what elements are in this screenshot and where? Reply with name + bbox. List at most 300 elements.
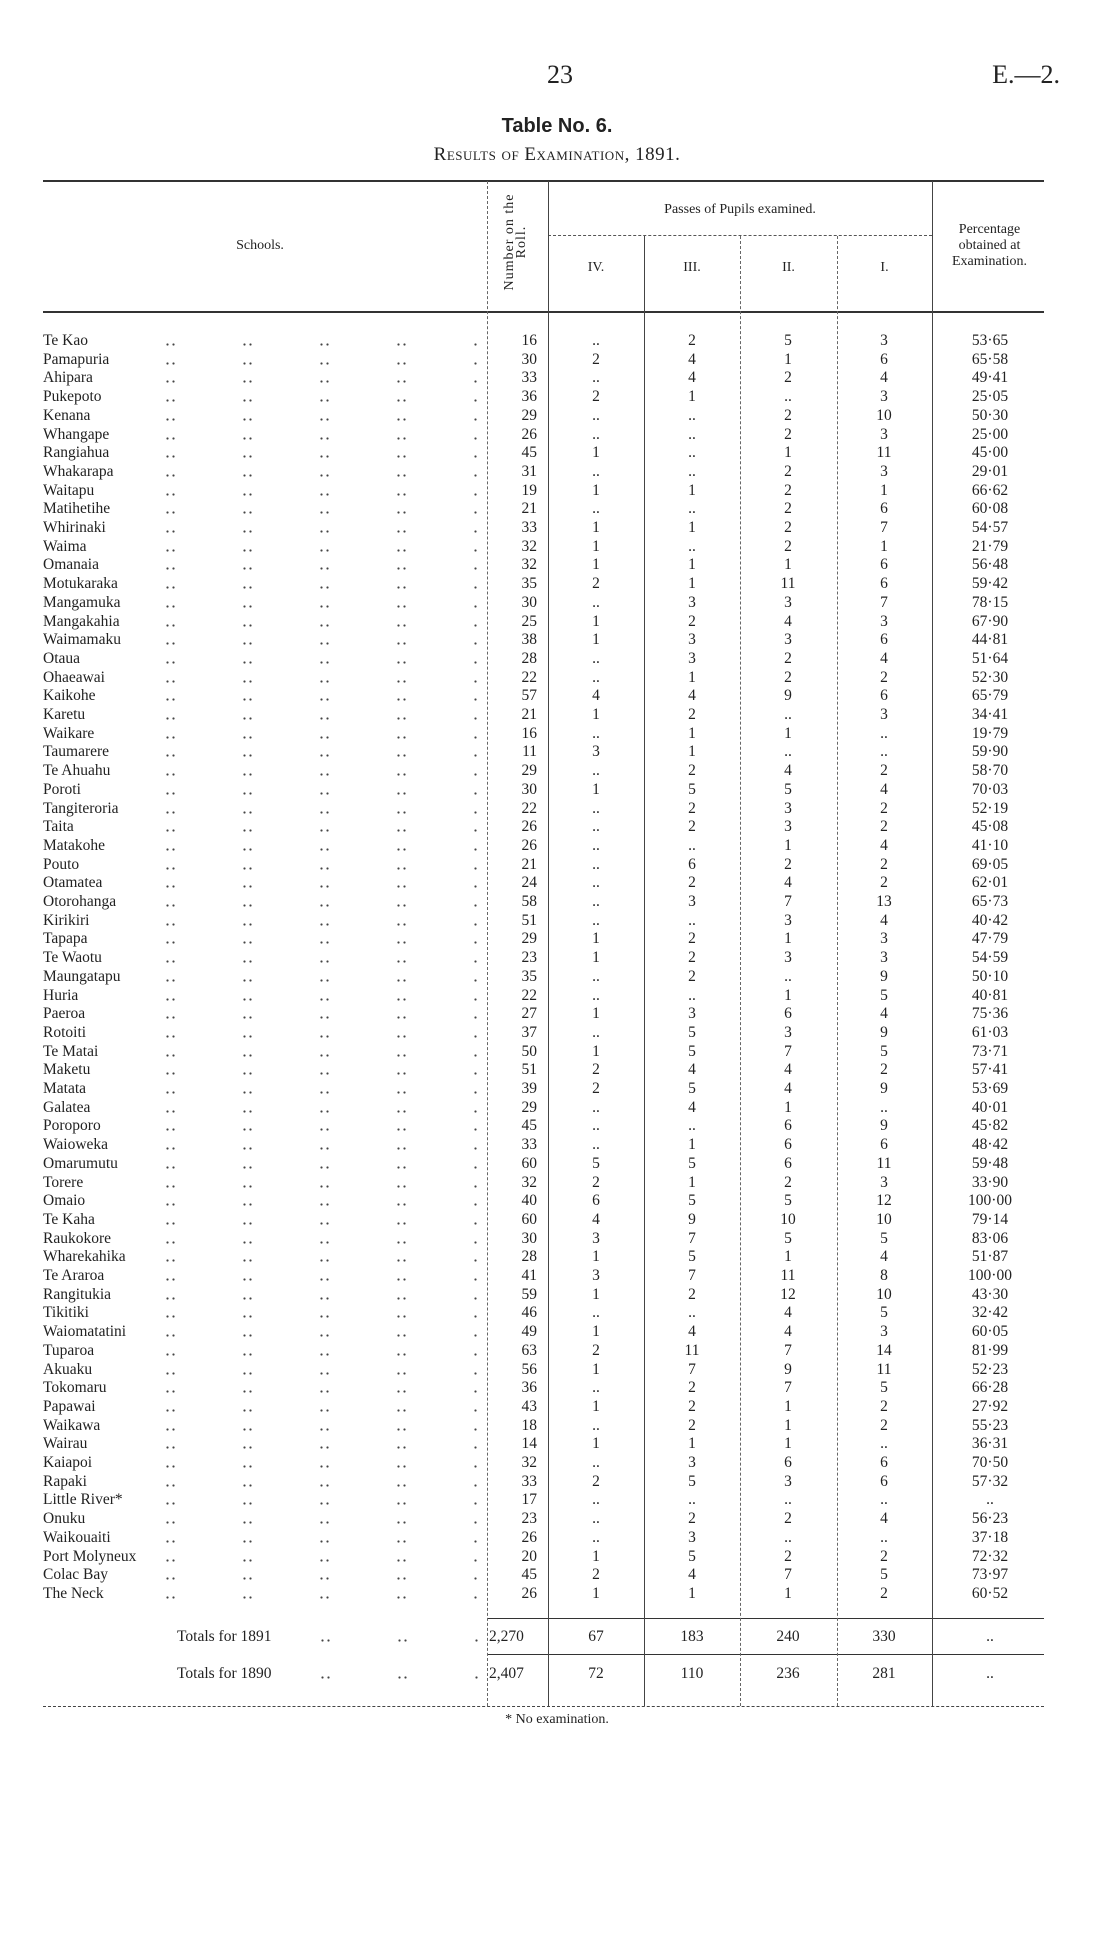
- roll-cell: 33: [521, 519, 537, 536]
- table-row: [0, 1135, 1114, 1154]
- totals-rule-1890: [487, 1654, 1044, 1655]
- standard-ii-cell: 6: [784, 1136, 792, 1154]
- table-row: [0, 481, 1114, 500]
- standard-ii-cell: 4: [784, 762, 792, 780]
- roll-cell: 22: [521, 668, 537, 686]
- standard-ii-cell: ..: [784, 1528, 792, 1546]
- standard-i-cell: 7: [880, 519, 888, 536]
- percentage-cell: 33·90: [971, 1173, 1009, 1191]
- standard-iii-cell: 2: [688, 706, 696, 723]
- roll-cell: 14: [521, 1435, 537, 1453]
- table-row: [0, 1079, 1114, 1098]
- school-name: Pukepoto: [43, 387, 106, 406]
- standard-i-cell: 5: [880, 1229, 888, 1247]
- table-row: [0, 462, 1114, 481]
- standard-i-cell: ..: [880, 1435, 888, 1453]
- standard-iv-cell: ..: [592, 593, 600, 611]
- standard-iv-cell: 1: [592, 537, 600, 555]
- leader-dots: [165, 1185, 480, 1188]
- standard-i-cell: 2: [880, 799, 888, 817]
- percentage-cell: ..: [986, 1491, 994, 1509]
- percentage-cell: 70·50: [971, 1454, 1009, 1471]
- standard-ii-cell: 2: [784, 1547, 792, 1565]
- standard-ii-cell: 6: [784, 1117, 792, 1135]
- standard-i-cell: 11: [876, 1360, 892, 1378]
- percentage-cell: 65·79: [971, 687, 1009, 705]
- standard-iv-cell: 1: [592, 612, 600, 630]
- percentage-cell: 73·71: [971, 1042, 1009, 1060]
- standard-ii-cell: 7: [784, 893, 792, 910]
- percentage-cell: 34·41: [971, 706, 1009, 723]
- roll-cell: 26: [521, 425, 537, 443]
- standard-i-cell: 4: [880, 649, 888, 667]
- percentage-cell: 100·00: [968, 1267, 1012, 1284]
- leader-dots: [165, 1446, 480, 1449]
- roll-header: Number on the Roll.: [502, 193, 529, 291]
- school-name: Otaua: [43, 649, 84, 668]
- school-name: Waioweka: [43, 1135, 112, 1154]
- standard-ii-cell: 1: [784, 836, 792, 854]
- standard-ii-cell: ..: [784, 967, 792, 985]
- percentage-cell: 51·64: [971, 649, 1009, 667]
- table-row: [0, 555, 1114, 574]
- percentage-cell: 59·42: [971, 575, 1009, 593]
- percentage-cell: 100·00: [968, 1192, 1012, 1210]
- percentage-cell: 48·42: [971, 1136, 1009, 1154]
- roll-cell: 20: [521, 1547, 537, 1565]
- standard-i-cell: 6: [880, 575, 888, 593]
- standard-i-cell: 3: [880, 1173, 888, 1191]
- standard-iii-cell: 2: [688, 762, 696, 780]
- roll-cell: 19: [521, 481, 537, 499]
- table-row: [0, 780, 1114, 799]
- school-name: Onuku: [43, 1509, 89, 1528]
- standard-ii-cell: 1: [784, 1098, 792, 1116]
- standard-ii-cell: 2: [784, 537, 792, 555]
- standard-ii-cell: 4: [784, 612, 792, 630]
- percentage-cell: 67·90: [971, 612, 1009, 630]
- table-row: [0, 705, 1114, 724]
- percentage-cell: 69·05: [971, 855, 1009, 873]
- percentage-cell: ..: [986, 1628, 994, 1645]
- standard-ii-header: II.: [782, 260, 795, 275]
- leader-dots: [165, 511, 480, 514]
- percentage-cell: 50·30: [971, 406, 1009, 424]
- leader-dots: [165, 586, 480, 589]
- standard-iv-cell: 1: [592, 481, 600, 499]
- standard-iii-cell: 5: [688, 780, 696, 798]
- roll-cell: 25: [521, 612, 537, 630]
- roll-cell: 29: [521, 762, 537, 780]
- standard-iv-cell: 3: [592, 743, 600, 761]
- school-name: Matihetihe: [43, 499, 114, 518]
- roll-cell: 29: [521, 1098, 537, 1116]
- standard-iii-cell: 1: [688, 556, 696, 574]
- roll-cell: 46: [521, 1304, 537, 1322]
- standard-ii-cell: 5: [784, 780, 792, 798]
- standard-iii-cell: 1: [688, 481, 696, 499]
- school-name: Tikitiki: [43, 1303, 93, 1322]
- leader-dots: [165, 418, 480, 421]
- table-row: [0, 368, 1114, 387]
- school-name: Mangakahia: [43, 612, 124, 631]
- school-name: Torere: [43, 1173, 87, 1192]
- standard-i-cell: 3: [880, 425, 888, 443]
- school-name: Tangiteroria: [43, 799, 123, 818]
- standard-ii-cell: 3: [784, 818, 792, 836]
- percentage-cell: 36·31: [971, 1435, 1009, 1453]
- standard-iv-cell: 1: [592, 930, 600, 948]
- table-row: [0, 574, 1114, 593]
- standard-ii-cell: 6: [784, 1154, 792, 1172]
- leader-dots: [165, 1372, 480, 1375]
- leader-dots: [165, 1559, 480, 1562]
- standard-i-cell: 3: [880, 462, 888, 480]
- standard-iii-cell: 2: [688, 1379, 696, 1397]
- leader-dots: [165, 885, 480, 888]
- roll-cell: 28: [521, 1248, 537, 1266]
- leader-dots: [165, 380, 480, 383]
- standard-ii-cell: 9: [784, 1360, 792, 1378]
- table-row: [0, 612, 1114, 631]
- standard-i-cell: 281: [872, 1665, 896, 1682]
- percentage-cell: 32·42: [971, 1304, 1009, 1322]
- standard-ii-cell: 2: [784, 649, 792, 667]
- roll-cell: 45: [521, 444, 537, 462]
- school-name: Te Kao: [43, 331, 92, 350]
- standard-iv-cell: 1: [592, 706, 600, 723]
- table-row: [0, 1322, 1114, 1341]
- standard-i-cell: 2: [880, 1061, 888, 1079]
- school-name: Galatea: [43, 1098, 94, 1117]
- roll-cell: 23: [521, 1510, 537, 1528]
- percentage-cell: 51·87: [971, 1248, 1009, 1266]
- percentage-cell: 65·58: [971, 350, 1009, 368]
- standard-ii-cell: 3: [784, 949, 792, 967]
- standard-i-cell: 3: [880, 612, 888, 630]
- standard-iii-cell: ..: [688, 1491, 696, 1509]
- standard-i-cell: 3: [880, 1323, 888, 1341]
- table-row: [0, 443, 1114, 462]
- percentage-cell: 54·59: [971, 949, 1009, 967]
- leader-dots: [165, 530, 480, 533]
- standard-ii-cell: 1: [784, 444, 792, 462]
- totals-rule-1891: [487, 1618, 1044, 1619]
- standard-iii-cell: 5: [688, 1042, 696, 1060]
- standard-ii-cell: 2: [784, 500, 792, 518]
- standard-ii-cell: 11: [780, 1267, 796, 1284]
- percentage-cell: 79·14: [971, 1210, 1009, 1228]
- percentage-cell: 52·19: [971, 799, 1009, 817]
- table-row: [0, 836, 1114, 855]
- standard-iii-cell: 3: [688, 1528, 696, 1546]
- standard-ii-cell: 2: [784, 369, 792, 387]
- school-name: Waikouaiti: [43, 1528, 115, 1547]
- school-name: Rapaki: [43, 1472, 91, 1491]
- percentage-cell: 43·30: [971, 1285, 1009, 1303]
- leader-dots: [165, 1315, 480, 1318]
- table-row: [0, 686, 1114, 705]
- percentage-cell: 44·81: [971, 631, 1009, 649]
- standard-iv-cell: ..: [592, 668, 600, 686]
- table-row: [0, 1247, 1114, 1266]
- standard-iii-cell: 2: [688, 1416, 696, 1434]
- roll-cell: 21: [521, 855, 537, 873]
- standard-iv-cell: 5: [592, 1154, 600, 1172]
- roll-cell: 32: [521, 1454, 537, 1471]
- standard-i-cell: 2: [880, 818, 888, 836]
- roll-cell: 30: [521, 1229, 537, 1247]
- roll-cell: 18: [521, 1416, 537, 1434]
- table-row: [0, 1434, 1114, 1453]
- standard-ii-cell: 11: [780, 575, 796, 593]
- leader-dots: [165, 493, 480, 496]
- roll-cell: 30: [521, 350, 537, 368]
- roll-cell: 27: [521, 1005, 537, 1023]
- standard-i-cell: 11: [876, 1154, 892, 1172]
- standard-iv-cell: ..: [592, 1528, 600, 1546]
- standard-iv-cell: 3: [592, 1267, 600, 1284]
- percentage-cell: 60·05: [971, 1323, 1009, 1341]
- standard-iii-cell: ..: [688, 911, 696, 929]
- standard-i-cell: 2: [880, 874, 888, 892]
- percentage-header: [932, 222, 1047, 270]
- school-name: Paeroa: [43, 1004, 89, 1023]
- standard-iii-cell: ..: [688, 462, 696, 480]
- standard-i-cell: 4: [880, 1005, 888, 1023]
- table-row: [0, 1360, 1114, 1379]
- standard-iii-cell: 2: [688, 874, 696, 892]
- standard-i-cell: ..: [880, 1528, 888, 1546]
- standard-ii-cell: ..: [784, 388, 792, 406]
- standard-ii-cell: 2: [784, 668, 792, 686]
- standard-ii-cell: 10: [780, 1210, 796, 1228]
- roll-cell: 35: [521, 967, 537, 985]
- standard-i-cell: 10: [876, 1285, 892, 1303]
- standard-ii-cell: 3: [784, 911, 792, 929]
- leader-dots: [165, 1147, 480, 1150]
- standard-iii-cell: 2: [688, 967, 696, 985]
- standard-ii-cell: 9: [784, 687, 792, 705]
- table-row: [0, 929, 1114, 948]
- standard-iii-cell: 1: [688, 1173, 696, 1191]
- table-row: [0, 873, 1114, 892]
- leader-dots: [165, 960, 480, 963]
- standard-iv-cell: 1: [592, 949, 600, 967]
- percentage-cell: 27·92: [971, 1397, 1009, 1415]
- school-name: Matakohe: [43, 836, 109, 855]
- standard-i-cell: 5: [880, 1304, 888, 1322]
- standard-iv-cell: 1: [592, 519, 600, 536]
- standard-iv-cell: 2: [592, 1080, 600, 1097]
- table-row: [0, 350, 1114, 369]
- standard-ii-cell: 1: [784, 1416, 792, 1434]
- standard-iv-cell: ..: [592, 1510, 600, 1528]
- table-row: [0, 967, 1114, 986]
- percentage-cell: 62·01: [971, 874, 1009, 892]
- leader-dots: [165, 1465, 480, 1468]
- standard-ii-cell: 2: [784, 481, 792, 499]
- standard-iv-cell: 1: [592, 1584, 600, 1602]
- roll-cell: 39: [521, 1080, 537, 1097]
- school-name: Wairau: [43, 1434, 91, 1453]
- standard-iii-cell: ..: [688, 1304, 696, 1322]
- standard-iii-cell: ..: [688, 537, 696, 555]
- standard-iii-cell: ..: [688, 406, 696, 424]
- standard-iii-cell: ..: [688, 986, 696, 1004]
- school-name: Tokomaru: [43, 1378, 110, 1397]
- standard-ii-cell: 5: [784, 332, 792, 349]
- page-number: 23: [547, 60, 573, 89]
- standard-iv-cell: 4: [592, 1210, 600, 1228]
- leader-dots: [165, 343, 480, 346]
- standard-iv-cell: ..: [592, 1304, 600, 1322]
- leader-dots: [165, 661, 480, 664]
- standard-i-cell: 5: [880, 1042, 888, 1060]
- table-row: [0, 649, 1114, 668]
- standard-ii-cell: 1: [784, 350, 792, 368]
- leader-dots: [165, 848, 480, 851]
- standard-ii-cell: 1: [784, 1435, 792, 1453]
- standard-iv-cell: 2: [592, 1472, 600, 1490]
- standard-ii-cell: 12: [780, 1285, 796, 1303]
- standard-i-cell: 2: [880, 762, 888, 780]
- percentage-cell: 52·23: [971, 1360, 1009, 1378]
- standard-i-cell: ..: [880, 743, 888, 761]
- leader-dots: [165, 1540, 480, 1543]
- school-name: The Neck: [43, 1584, 108, 1603]
- standard-iii-cell: 5: [688, 1154, 696, 1172]
- standard-iii-cell: 5: [688, 1080, 696, 1097]
- table-row: [0, 331, 1114, 350]
- standard-iv-cell: ..: [592, 332, 600, 349]
- standard-iii-cell: 2: [688, 949, 696, 967]
- standard-i-cell: 2: [880, 1584, 888, 1602]
- table-title: Table No. 6.: [501, 115, 613, 137]
- roll-cell: 59: [521, 1285, 537, 1303]
- school-name: Ohaeawai: [43, 668, 109, 687]
- standard-iv-cell: 1: [592, 1547, 600, 1565]
- standard-i-cell: 5: [880, 1379, 888, 1397]
- standard-i-cell: 6: [880, 1472, 888, 1490]
- standard-iii-cell: 3: [688, 893, 696, 910]
- leader-dots: [165, 642, 480, 645]
- percentage-cell: 19·79: [971, 724, 1009, 742]
- standard-ii-cell: 2: [784, 425, 792, 443]
- leader-dots: [165, 455, 480, 458]
- standard-iv-cell: ..: [592, 967, 600, 985]
- standard-i-cell: 1: [880, 537, 888, 555]
- percentage-cell: 40·81: [971, 986, 1009, 1004]
- percentage-cell: 57·32: [971, 1472, 1009, 1490]
- standard-ii-cell: 2: [784, 1510, 792, 1528]
- table-top-rule: [43, 180, 1044, 182]
- table-row: [0, 1378, 1114, 1397]
- standard-iii-cell: 4: [688, 1098, 696, 1116]
- percentage-cell: 53·65: [971, 332, 1009, 349]
- percentage-cell: 83·06: [971, 1229, 1009, 1247]
- standard-iv-cell: 72: [588, 1665, 604, 1682]
- table-subtitle: Results of Examination, 1891.: [433, 144, 681, 165]
- standard-iv-cell: ..: [592, 500, 600, 518]
- standard-iii-cell: 5: [688, 1472, 696, 1490]
- standard-i-cell: 6: [880, 687, 888, 705]
- school-name: Matata: [43, 1079, 90, 1098]
- standard-i-cell: 330: [872, 1628, 896, 1645]
- standard-iv-cell: ..: [592, 1491, 600, 1509]
- school-name: Waitapu: [43, 481, 98, 500]
- standard-i-cell: 8: [880, 1267, 888, 1284]
- standard-ii-cell: 2: [784, 855, 792, 873]
- school-name: Whirinaki: [43, 518, 110, 537]
- school-name: Pouto: [43, 855, 83, 874]
- standard-iii-cell: 1: [688, 1435, 696, 1453]
- percentage-cell: 59·90: [971, 743, 1009, 761]
- roll-cell: 16: [521, 332, 537, 349]
- school-name: Waiomatatini: [43, 1322, 130, 1341]
- leader-dots: [165, 1390, 480, 1393]
- roll-cell: 29: [521, 930, 537, 948]
- standard-iv-cell: ..: [592, 1454, 600, 1471]
- standard-i-cell: 11: [876, 444, 892, 462]
- leader-dots: [165, 1577, 480, 1580]
- school-name: Port Molyneux: [43, 1547, 140, 1566]
- leader-dots: [165, 1222, 480, 1225]
- percentage-cell: ..: [986, 1665, 994, 1682]
- standard-iv-cell: 1: [592, 1323, 600, 1341]
- standard-iv-cell: ..: [592, 1117, 600, 1135]
- standard-iv-cell: 1: [592, 1360, 600, 1378]
- standard-iii-cell: ..: [688, 500, 696, 518]
- leader-dots: [165, 1241, 480, 1244]
- school-name: Otamatea: [43, 873, 106, 892]
- standard-ii-cell: 4: [784, 1304, 792, 1322]
- standard-iii-cell: 1: [688, 743, 696, 761]
- percentage-cell: 47·79: [971, 930, 1009, 948]
- percentage-cell: 40·42: [971, 911, 1009, 929]
- percentage-cell: 53·69: [971, 1080, 1009, 1097]
- school-name: Te Araroa: [43, 1266, 108, 1285]
- standard-i-cell: 10: [876, 1210, 892, 1228]
- school-name: Mangamuka: [43, 593, 124, 612]
- standard-iii-cell: 3: [688, 1454, 696, 1471]
- percentage-cell: 66·28: [971, 1379, 1009, 1397]
- standard-iv-cell: 1: [592, 1285, 600, 1303]
- table-row: [0, 387, 1114, 406]
- standard-iii-cell: 4: [688, 1323, 696, 1341]
- standard-i-cell: 12: [876, 1192, 892, 1210]
- leader-dots: [165, 1054, 480, 1057]
- standard-i-cell: 3: [880, 930, 888, 948]
- percentage-cell: 45·00: [971, 444, 1009, 462]
- standard-iv-cell: 1: [592, 1397, 600, 1415]
- school-name: Wharekahika: [43, 1247, 130, 1266]
- standard-i-cell: 6: [880, 350, 888, 368]
- roll-cell: 32: [521, 537, 537, 555]
- standard-iii-cell: 110: [680, 1665, 704, 1682]
- standard-ii-cell: 1: [784, 556, 792, 574]
- school-name: Waimamaku: [43, 630, 125, 649]
- school-name: Taita: [43, 817, 78, 836]
- standard-i-cell: 10: [876, 406, 892, 424]
- standard-iii-cell: 4: [688, 687, 696, 705]
- standard-ii-cell: 5: [784, 1229, 792, 1247]
- standard-iii-cell: 2: [688, 1285, 696, 1303]
- leader-dots: [165, 1016, 480, 1019]
- percentage-cell: 58·70: [971, 762, 1009, 780]
- roll-cell: 60: [521, 1210, 537, 1228]
- table-row: [0, 1528, 1114, 1547]
